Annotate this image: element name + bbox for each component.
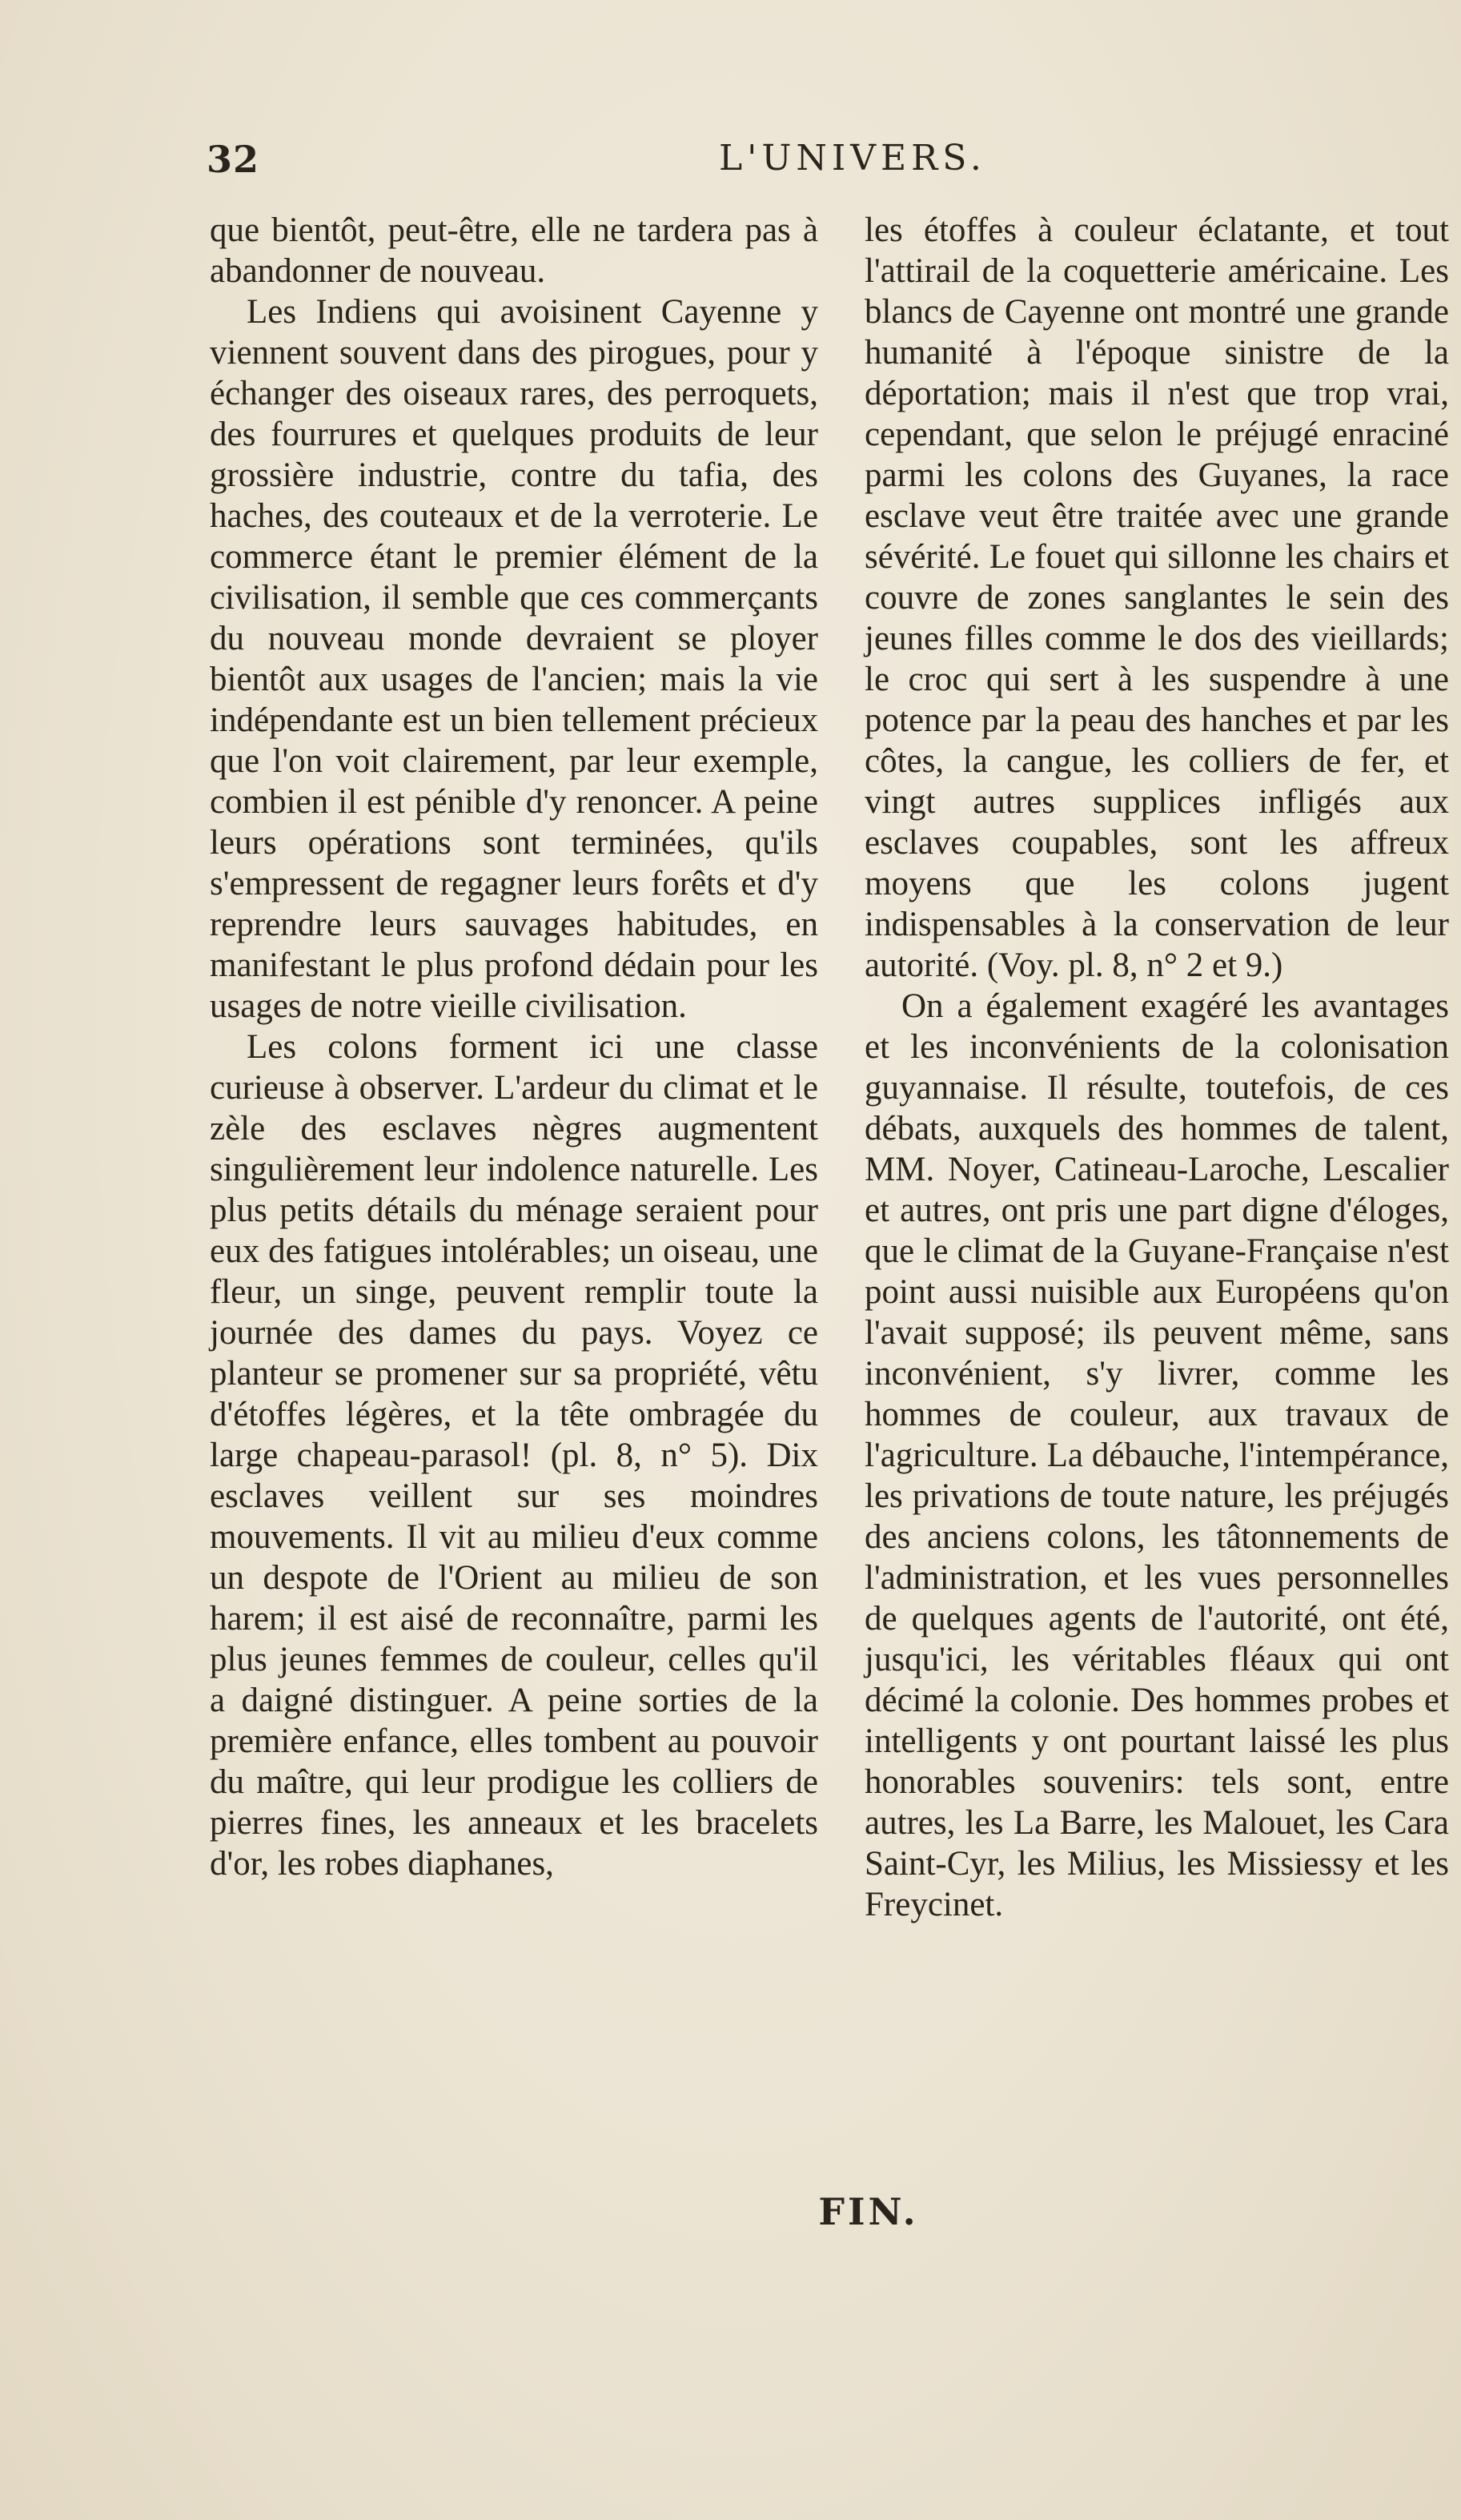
right-column xyxy=(865,210,1449,1925)
page-number: 32 xyxy=(207,138,260,181)
paragraph: que bientôt, peut-être, elle ne tardera pas à abandonner de nouveau. xyxy=(210,211,818,290)
paragraph: On a également exagéré les avantages et les inconvénients de la colonisation guyannaise. Il résulte, toutefois, de ces débats, auxquels des hommes de talent, MM. Noyer, Catineau-Laroche, Lescalier et autres, ont pris une part digne d'éloges, que le climat de la Guyane-Française n'est point aussi nuisible aux Européens qu'on l'avait supposé; ils peuvent même, sans inconvénient, s'y livrer, comme les hommes de couleur, aux travaux de l'agriculture. La débauche, l'intempérance, les privations de toute nature, les préjugés des anciens colons, les tâtonnements de l'administration, et les vues personnelles de quelques agents de l'autorité, ont été, jusqu'ici, les véritables fléaux qui ont décimé la colonie. Des hommes probes et intelligents y ont pourtant laissé les plus honorables souvenirs: tels sont, entre autres, les La Barre, les Malouet, les Cara Saint-Cyr, les Milius, les Missiessy et les Freycinet. xyxy=(865,987,1449,1923)
running-title: L'UNIVERS. xyxy=(719,138,986,179)
page-header xyxy=(207,138,1451,186)
paragraph: Les Indiens qui avoisinent Cayenne y viennent souvent dans des pirogues, pour y échanger des oiseaux rares, des perroquets, des fourrures et quelques produits de leur grossière industrie, contre du tafia, des haches, des couteaux et de la verroterie. Le commerce étant le premier élément de la civilisation, il semble que ces commerçants du nouveau monde devraient se ployer bientôt aux usages de l'ancien; mais la vie indépendante est un bien tellement précieux que l'on voit clairement, par leur exemple, combien il est pénible d'y renoncer. A peine leurs opérations sont terminées, qu'ils s'empressent de regagner leurs forêts et d'y reprendre leurs sauvages habitudes, en manifestant le plus profond dédain pour les usages de notre vieille civilisation. xyxy=(210,293,818,1025)
left-column xyxy=(210,210,818,1884)
paragraph: Les colons forment ici une classe curieuse à observer. L'ardeur du climat et le zèle des esclaves nègres augmentent singulièrement leur indolence naturelle. Les plus petits détails du ménage seraient pour eux des fatigues intolérables; un oiseau, une fleur, un singe, peuvent remplir toute la journée des dames du pays. Voyez ce planteur se promener sur sa propriété, vêtu d'étoffes légères, et la tête ombragée du large chapeau-parasol! (pl. 8, n° 5). Dix esclaves veillent sur ses moindres mouvements. Il vit au milieu d'eux comme un despote de l'Orient au milieu de son harem; il est aisé de reconnaître, parmi les plus jeunes femmes de couleur, celles qu'il a daigné distinguer. A peine sorties de la première enfance, elles tombent au pouvoir du maître, qui leur prodigue les colliers de pierres fines, les anneaux et les bracelets d'or, les robes diaphanes, xyxy=(210,1028,818,1883)
end-mark: FIN. xyxy=(818,2190,919,2233)
paragraph: les étoffes à couleur éclatante, et tout l'attirail de la coquetterie américaine. Les blancs de Cayenne ont montré une grande humanité à l'époque sinistre de la déportation; mais il n'est que trop vrai, cependant, que selon le préjugé enraciné parmi les colons des Guyanes, la race esclave veut être traitée avec une grande sévérité. Le fouet qui sillonne les chairs et couvre de zones sanglantes le sein des jeunes filles comme le dos des vieillards; le croc qui sert à les suspendre à une potence par la peau des hanches et par les côtes, la cangue, les colliers de fer, et vingt autres supplices infligés aux esclaves coupables, sont les affreux moyens que les colons jugent indispensables à la conservation de leur autorité. (Voy. pl. 8, n° 2 et 9.) xyxy=(865,211,1449,984)
